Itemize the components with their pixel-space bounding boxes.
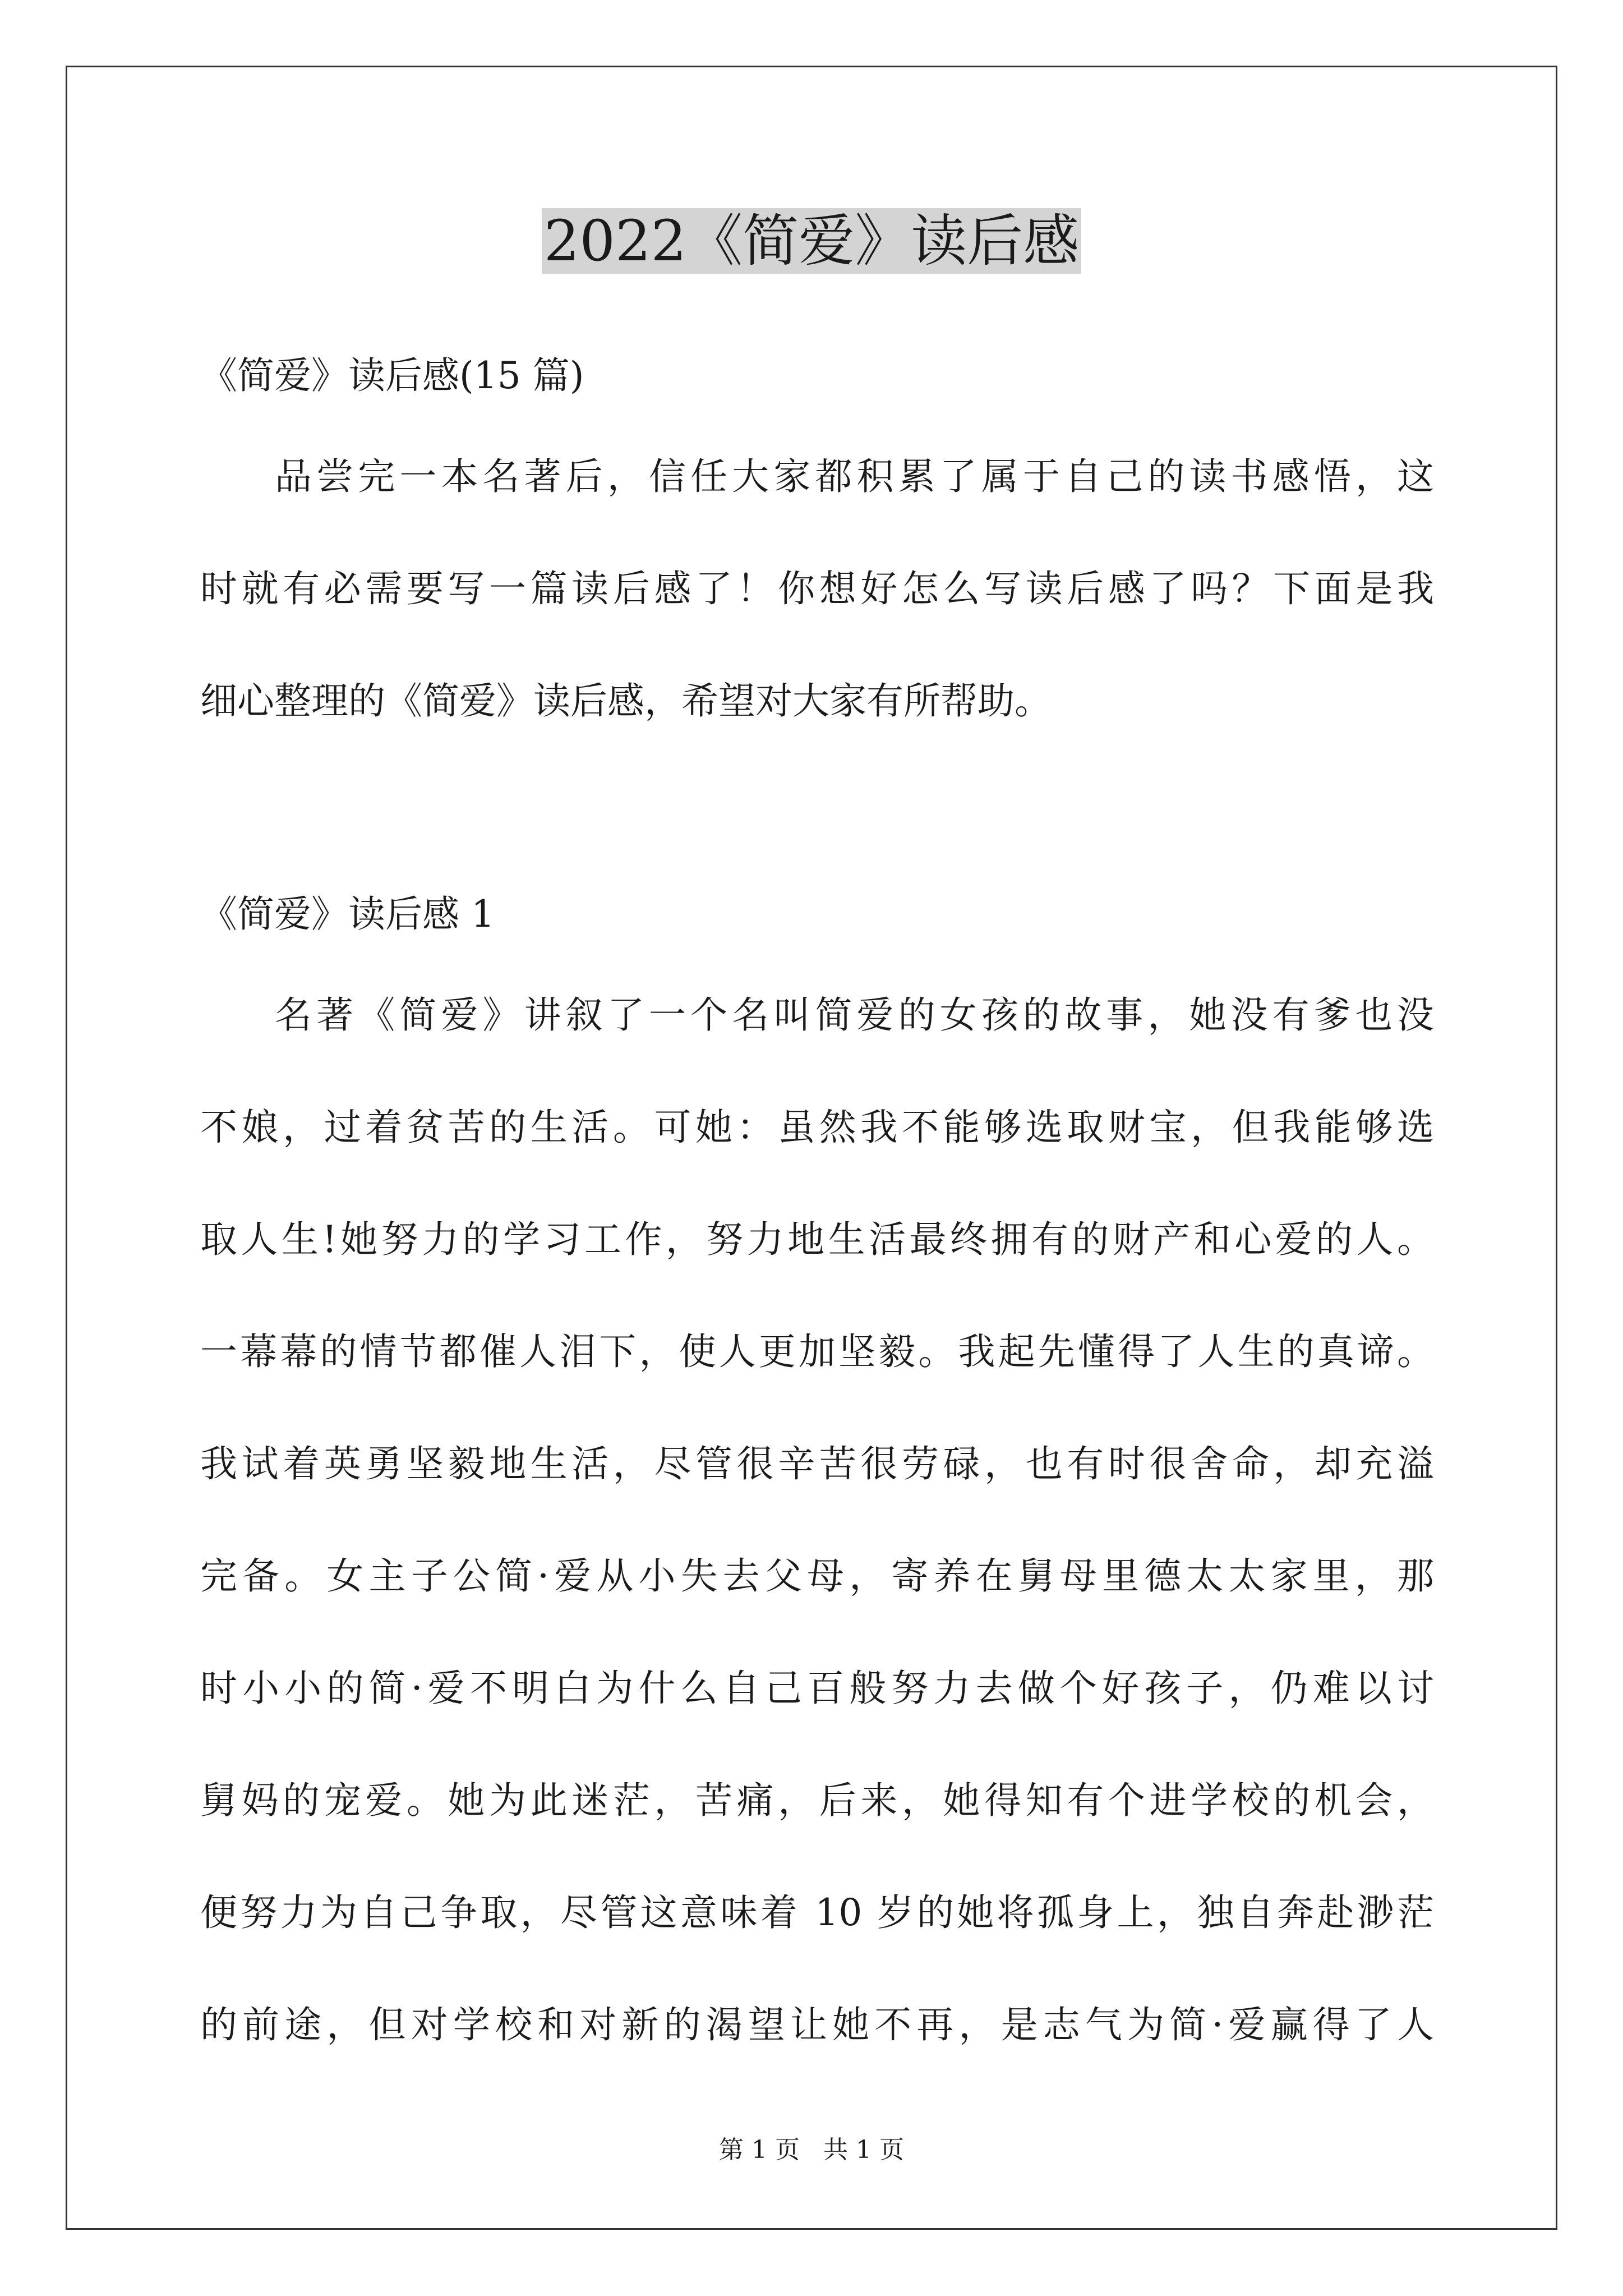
document-subtitle: 《简爱》读后感(15 篇) (200, 354, 584, 397)
paragraph-line: 取人生!她努力的学习工作，努力地生活最终拥有的财产和心爱的人。 (200, 1218, 1434, 1261)
paragraph-line: 便努力为自己争取，尽管这意味着 10 岁的她将孤身上，独自奔赴渺茫 (200, 1891, 1434, 1934)
paragraph-line: 名著《简爱》讲叙了一个名叫简爱的女孩的故事，她没有爹也没 (275, 993, 1434, 1037)
paragraph-line: 时就有必需要写一篇读后感了！你想好怎么写读后感了吗？下面是我 (200, 567, 1434, 610)
document-title: 2022《简爱》读后感 (0, 202, 1623, 280)
paragraph-line: 品尝完一本名著后，信任大家都积累了属于自己的读书感悟，这 (275, 455, 1434, 498)
page-footer: 第 1 页 共 1 页 (719, 2136, 904, 2164)
paragraph-line: 完备。女主子公简·爱从小失去父母，寄养在舅母里德太太家里，那 (200, 1554, 1434, 1598)
paragraph-line: 我试着英勇坚毅地生活，尽管很辛苦很劳碌，也有时很舍命，却充溢 (200, 1442, 1434, 1485)
paragraph-line: 时小小的简·爱不明白为什么自己百般努力去做个好孩子，仍难以讨 (200, 1667, 1434, 1710)
section-heading: 《简爱》读后感 1 (200, 892, 495, 936)
paragraph-line: 一幕幕的情节都催人泪下，使人更加坚毅。我起先懂得了人生的真谛。 (200, 1330, 1434, 1373)
paragraph-line: 的前途，但对学校和对新的渴望让她不再，是志气为简·爱赢得了人 (200, 2003, 1434, 2046)
paragraph-line: 细心整理的《简爱》读后感，希望对大家有所帮助。 (200, 679, 1052, 723)
paragraph-line: 不娘，过着贫苦的生活。可她：虽然我不能够选取财宝，但我能够选 (200, 1106, 1434, 1149)
paragraph-line: 舅妈的宠爱。她为此迷茫，苦痛，后来，她得知有个进学校的机会， (200, 1779, 1434, 1822)
